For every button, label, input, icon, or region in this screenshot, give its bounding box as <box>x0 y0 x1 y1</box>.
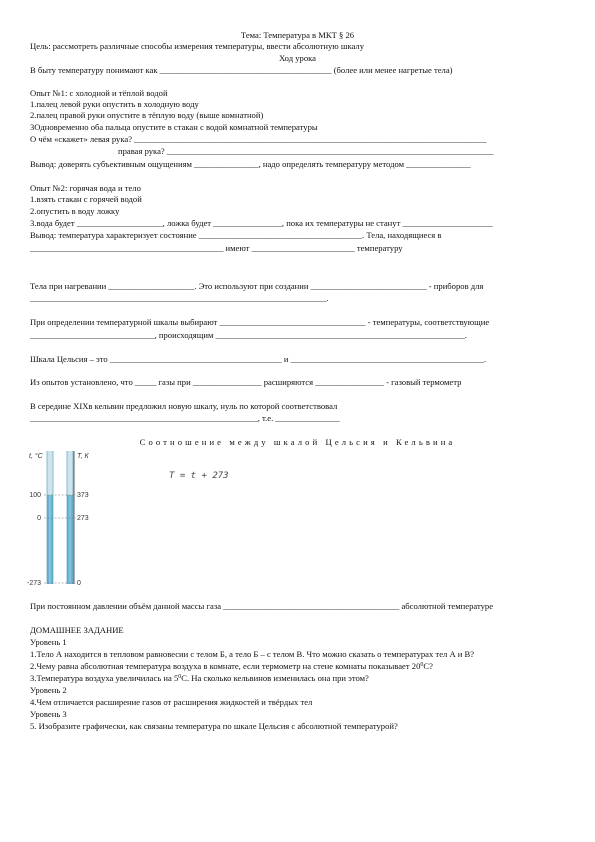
exp1-step-2: 2.палец правой руки опустите в тёплую воду (выше комнатной) <box>30 110 264 120</box>
topic-title: Тема: Температура в МКТ § 26 <box>240 30 355 40</box>
exp2-step-3: 3.вода будет ____________________, ложка будет ________________, пока их температуры не станут _____________________ <box>30 218 493 228</box>
kelvin-line-1: В середине XIXв кельвин предложил новую шкалу, нуль по которой соответствовал <box>30 401 338 411</box>
celsius-liquid <box>47 495 53 584</box>
exp1-conclusion: Вывод: доверять субъективным ощущениям _______________, надо определять температуру методом _______________ <box>30 159 471 169</box>
scale-line-2: _____________________________, происходящим __________________________________________________________. <box>30 330 467 340</box>
celsius-axis-label: t, °C <box>29 453 43 460</box>
homework-title: ДОМАШНЕЕ ЗАДАНИЕ <box>30 625 124 635</box>
kelvin-tick-373: 373 <box>77 492 89 499</box>
exp1-question-left: О чём «скажет» левая рука? __________________________________________________________________________________ <box>30 134 487 144</box>
exp1-question-right: правая рука? ____________________________________________________________________________ <box>118 146 494 156</box>
homework-question-1: 1.Тело А находится в тепловом равновесии с телом Б, а тело Б – с телом В. Что можно сказать о температурах тел А и В? <box>30 649 475 659</box>
kelvin-tick-0: 0 <box>77 580 81 587</box>
exp2-step-1: 1.взять стакан с горячей водой <box>30 194 142 204</box>
gas-line: Из опытов установлено, что _____ газы при ________________ расширяются ________________ - газовый термометр <box>30 377 462 387</box>
heating-line-2: _____________________________________________________________________. <box>30 293 329 303</box>
exp2-conclusion-2: _____________________________________________ имеют ________________________ температуру <box>30 243 403 253</box>
kelvin-line-2: _____________________________________________________, т.е. _______________ <box>30 413 340 423</box>
pressure-line: При постоянном давлении объём данной массы газа _________________________________________ абсолютной температуре <box>30 601 494 611</box>
homework-question-5: 5. Изобразите графически, как связаны температура по шкале Цельсия с абсолютной температурой? <box>30 721 398 731</box>
celsius-tick-100: 100 <box>29 492 41 499</box>
exp1-step-3: 3Одновременно оба пальца опустите в стакан с водой комнатной температуры <box>30 122 318 132</box>
exp1-step-1: 1.палец левой руки опустить в холодную воду <box>30 99 199 109</box>
exp2-step-2: 2.опустить в воду ложку <box>30 206 120 216</box>
homework-question-2: 2.Чему равна абсолютная температура воздуха в комнате, если термометр на стене комнаты показывает $20^0С$? <box>30 661 433 671</box>
kelvin-axis-label: T, К <box>77 453 89 460</box>
figure-caption: Соотношение между шкалой Цельсия и Кельвина <box>139 437 456 447</box>
homework-level-3: Уровень 3 <box>30 709 67 719</box>
lesson-plan-heading: Ход урока <box>279 53 316 63</box>
homework-question-3: 3.Температура воздуха увеличилась на $5^0С$. На сколько кельвинов изменилась она при этом? <box>30 673 369 683</box>
kelvin-tick-273: 273 <box>77 515 89 522</box>
thermometer-scales-figure <box>26 447 276 589</box>
homework-level-2: Уровень 2 <box>30 685 67 695</box>
celsius-tick-minus-273: -273 <box>26 580 41 587</box>
celsius-tick-0: 0 <box>37 515 41 522</box>
heating-line-1: Тела при нагревании ____________________. Это используют при создании ___________________________ - приборов для <box>30 281 484 291</box>
celsius-line: Шкала Цельсия – это ________________________________________ и _____________________________________________. <box>30 354 487 364</box>
exp2-conclusion: Вывод: температура характеризует состояние ______________________________________. Тела, находящиеся в <box>30 230 442 240</box>
kelvin-liquid <box>67 495 73 584</box>
scale-line-1: При определении температурной шкалы выбирают __________________________________ - температуры, соответствующие <box>30 317 490 327</box>
lesson-goal: Цель: рассмотреть различные способы измерения температуры, ввести абсолютную шкалу <box>30 41 365 51</box>
exp2-title: Опыт №2: горячая вода и тело <box>30 183 141 193</box>
conversion-formula: T = t + 273 <box>169 471 229 481</box>
homework-question-4: 4.Чем отличается расширение газов от расширения жидкостей и твёрдых тел <box>30 697 313 707</box>
intro-line: В быту температуру понимают как ________________________________________ (более или менее нагретые тела) <box>30 65 453 75</box>
exp1-title: Опыт №1: с холодной и тёплой водой <box>30 88 168 98</box>
homework-level-1: Уровень 1 <box>30 637 67 647</box>
